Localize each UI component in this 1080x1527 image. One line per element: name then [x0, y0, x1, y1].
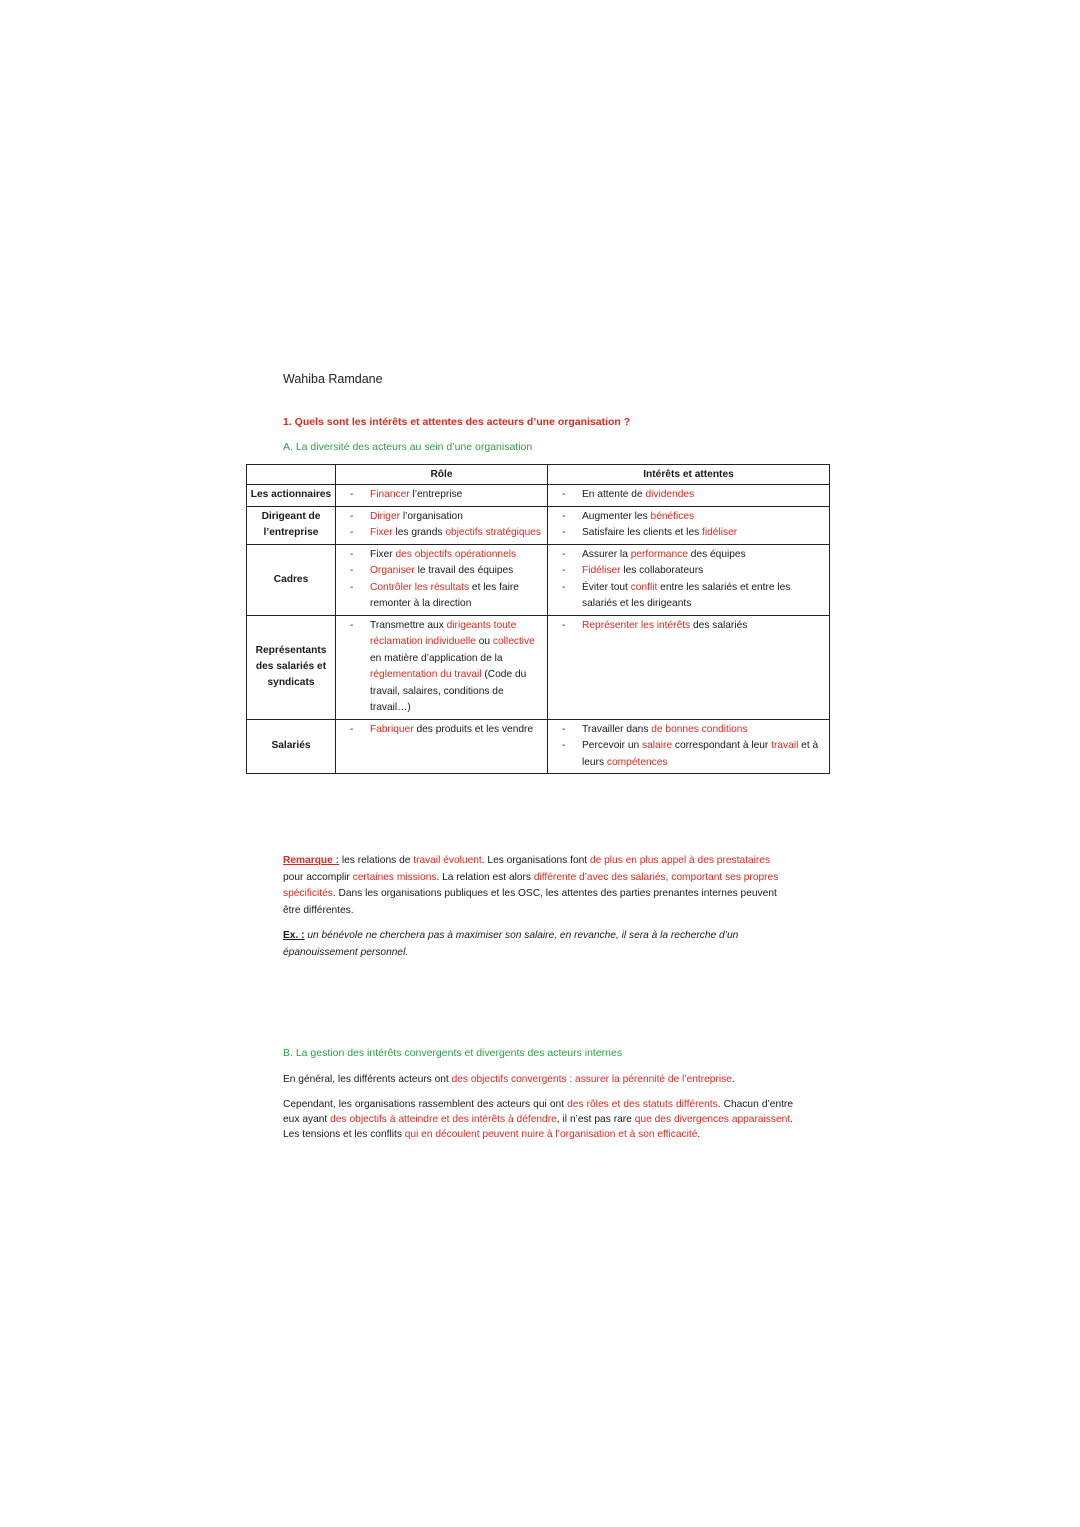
example-text: un bénévole ne cherchera pas à maximiser son salaire, en revanche, il sera à la recherche d’un épanouissement personnel.	[283, 930, 739, 958]
highlighted-text: bénéfices	[650, 510, 695, 522]
subsection-heading-a: A. La diversité des acteurs au sein d’une organisation	[283, 441, 533, 453]
text-run: .	[731, 1074, 735, 1085]
corner-cell	[247, 465, 336, 485]
text-run: (Code du travail, salaires, conditions de travail…)	[370, 669, 527, 713]
text-run: Travailler dans	[582, 723, 652, 735]
highlighted-text: conflit	[630, 581, 658, 593]
list-item	[556, 547, 825, 564]
highlighted-text: collective	[492, 636, 535, 647]
list-item	[344, 525, 543, 542]
list-item	[556, 618, 825, 635]
paragraph-convergents	[283, 1072, 793, 1087]
column-header-role: Rôle	[336, 465, 548, 485]
highlighted-text: salaire	[642, 740, 673, 751]
list-item	[556, 487, 825, 504]
highlighted-text: des rôles et des statuts différents	[567, 1099, 718, 1110]
text-run: Cependant, les organisations rassemblent des acteurs qui ont	[283, 1099, 568, 1110]
role-list	[344, 618, 543, 717]
highlighted-text: dividendes	[645, 489, 695, 500]
interets-list	[556, 487, 825, 504]
highlighted-text: Diriger	[370, 510, 401, 522]
text-run: des équipes	[687, 548, 746, 560]
text-run: , il n’est pas rare	[556, 1114, 635, 1125]
list-item	[556, 525, 825, 542]
role-cell	[336, 615, 548, 719]
list-item	[556, 722, 825, 739]
list-item	[556, 738, 825, 771]
text-run: Augmenter les	[582, 510, 651, 522]
text-run: Satisfaire les clients et les	[582, 527, 703, 538]
table-row	[247, 615, 830, 719]
text-run: En général, les différents acteurs ont	[283, 1074, 452, 1085]
highlighted-text: Fixer	[370, 527, 393, 538]
text-run: Fixer	[370, 548, 396, 560]
role-list	[344, 722, 543, 739]
text-run: des produits et les vendre	[413, 723, 534, 735]
highlighted-text: qui en découlent peuvent nuire à l’organisation et à son efficacité	[404, 1129, 698, 1140]
paragraph-divergences	[283, 1097, 793, 1142]
table-row	[247, 544, 830, 615]
text-run: ou	[475, 636, 493, 647]
list-item	[344, 722, 543, 739]
highlighted-text: certaines missions	[352, 871, 437, 883]
example-paragraph	[283, 928, 793, 961]
highlighted-text: Fabriquer	[370, 723, 414, 735]
list-item	[344, 487, 543, 504]
subsection-heading-b: B. La gestion des intérêts convergents et divergents des acteurs internes	[283, 1047, 623, 1059]
text-run: Éviter tout	[582, 581, 631, 593]
interets-list	[556, 618, 825, 635]
highlighted-text: Contrôler les résultats	[370, 581, 470, 593]
text-run: en matière d’application de la	[370, 652, 503, 664]
text-run: et à leurs	[582, 740, 819, 768]
interets-cell	[548, 544, 830, 615]
highlighted-text: de plus en plus appel à des prestataires	[589, 855, 771, 866]
highlighted-text: Financer	[370, 489, 410, 500]
list-item	[556, 509, 825, 526]
text-run: les collaborateurs	[620, 565, 704, 576]
role-cell	[336, 506, 548, 544]
text-run: les grands	[392, 527, 446, 538]
text-run: . La relation est alors	[436, 871, 534, 883]
role-cell	[336, 544, 548, 615]
text-run: . Dans les organisations publiques et les OSC, les attentes des parties prenantes internes peuvent être différentes.	[283, 888, 777, 916]
table-header-row	[247, 465, 830, 485]
table-row	[247, 719, 830, 774]
role-list	[344, 509, 543, 542]
list-item	[556, 563, 825, 580]
section-heading-1: 1. Quels sont les intérêts et attentes des acteurs d’une organisation ?	[283, 416, 631, 428]
table-row	[247, 485, 830, 507]
text-run: .	[697, 1129, 701, 1140]
highlighted-text: dirigeants toute réclamation individuelle	[370, 619, 517, 647]
highlighted-text: travail	[771, 740, 799, 751]
highlighted-text: de bonnes conditions	[651, 723, 748, 735]
role-cell	[336, 485, 548, 507]
text-run: En attente de	[582, 489, 646, 500]
text-run: . Chacun d’entre eux ayant	[283, 1099, 793, 1125]
highlighted-text: Organiser	[370, 565, 415, 576]
highlighted-text: des objectifs opérationnels	[395, 548, 517, 560]
remarque-label: Remarque :	[283, 855, 340, 866]
text-run: des salariés	[690, 619, 748, 631]
example-label: Ex. :	[283, 930, 305, 941]
role-cell	[336, 719, 548, 774]
remarque-paragraph	[283, 853, 783, 919]
highlighted-text: Représenter les intérêts	[582, 619, 691, 631]
list-item	[344, 563, 543, 580]
highlighted-text: des objectifs convergents : assurer la pérennité de l’entreprise	[451, 1074, 732, 1085]
actors-table	[246, 464, 830, 774]
text-run: pour accomplir	[283, 871, 353, 883]
actor-cell: Représentants des salariés et syndicats	[247, 615, 336, 719]
list-item	[344, 547, 543, 564]
role-list	[344, 547, 543, 613]
text-run: Transmettre aux	[370, 619, 447, 631]
interets-cell	[548, 719, 830, 774]
highlighted-text: Fidéliser	[582, 565, 621, 576]
text-run: Assurer la	[582, 548, 631, 560]
table-row	[247, 506, 830, 544]
highlighted-text: réglementation du travail	[370, 669, 482, 680]
highlighted-text: fidéliser	[702, 527, 738, 538]
highlighted-text: performance	[630, 548, 688, 560]
highlighted-text: objectifs stratégiques	[445, 527, 542, 538]
interets-list	[556, 722, 825, 772]
text-run: et les faire remonter à la direction	[370, 581, 519, 609]
column-header-interets: Intérêts et attentes	[548, 465, 830, 485]
remarque-text	[283, 855, 778, 916]
actor-cell: Salariés	[247, 719, 336, 774]
interets-list	[556, 547, 825, 613]
interets-list	[556, 509, 825, 542]
actor-cell: Dirigeant de l’entreprise	[247, 506, 336, 544]
text-run: . Les organisations font	[481, 855, 590, 866]
highlighted-text: que des divergences apparaissent	[634, 1114, 791, 1125]
interets-cell	[548, 485, 830, 507]
interets-cell	[548, 506, 830, 544]
text-run: les relations de	[339, 855, 414, 866]
list-item	[344, 509, 543, 526]
author-name: Wahiba Ramdane	[283, 372, 383, 386]
text-run: le travail des équipes	[414, 565, 514, 576]
text-run: . Les tensions et les conflits	[283, 1114, 793, 1140]
text-run: Percevoir un	[582, 740, 643, 751]
highlighted-text: compétences	[606, 756, 668, 768]
actor-cell: Cadres	[247, 544, 336, 615]
list-item	[344, 580, 543, 613]
text-run: l’organisation	[400, 510, 463, 522]
role-list	[344, 487, 543, 504]
interets-cell	[548, 615, 830, 719]
text-run: l’entreprise	[409, 489, 463, 500]
text-run: entre les salariés et entre les salariés et les dirigeants	[582, 581, 791, 609]
list-item	[344, 618, 543, 717]
highlighted-text: des objectifs à atteindre et des intérêts à défendre	[330, 1114, 557, 1125]
highlighted-text: différente d’avec des salariés, comportant ses propres spécificités	[283, 871, 779, 899]
list-item	[556, 580, 825, 613]
highlighted-text: travail évoluent	[413, 855, 482, 866]
actor-cell: Les actionnaires	[247, 485, 336, 507]
text-run: correspondant à leur	[672, 740, 772, 751]
